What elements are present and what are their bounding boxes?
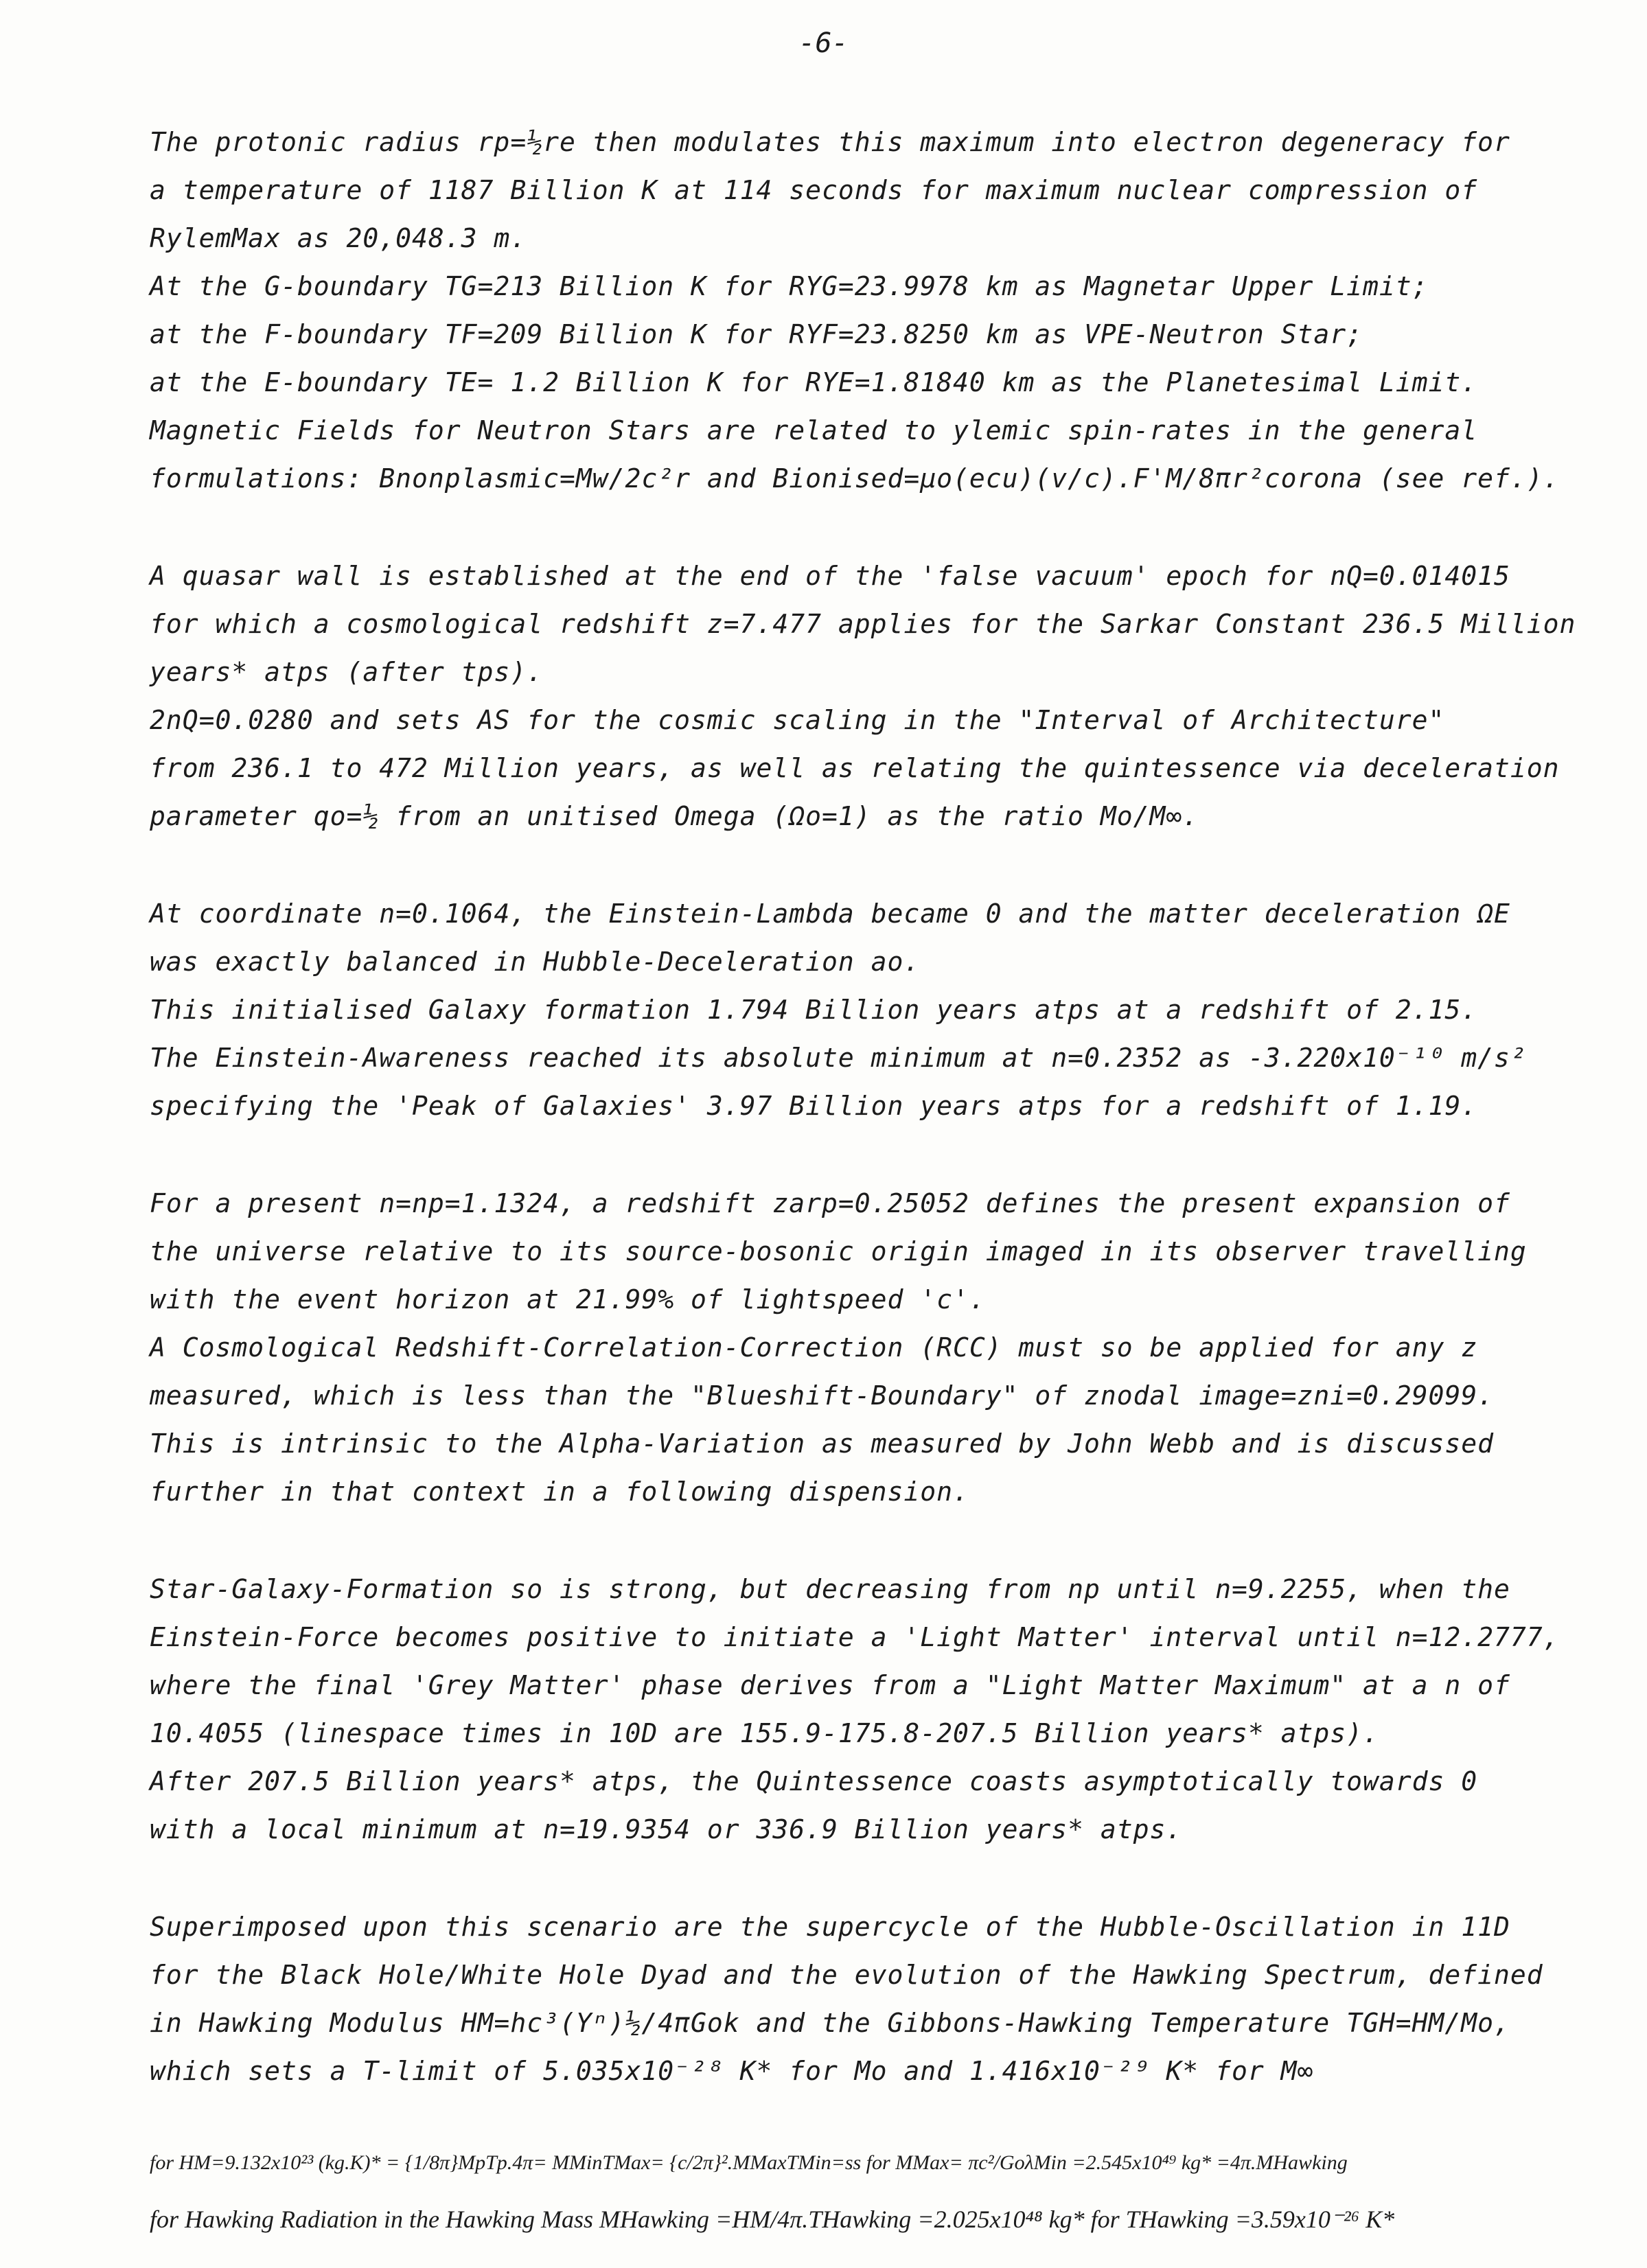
text-line: A quasar wall is established at the end of the 'false vacuum' epoch for nQ=0.014015	[150, 561, 1510, 591]
text-line: This initialised Galaxy formation 1.794 Billion years atps at a redshift of 2.15.	[150, 995, 1478, 1025]
formula-line-hawking-modulus: for HM=9.132x10²³ (kg.K)* = {1/8π}MpTp.4π= MMinTMax= {c/2π}².MMaxTMin=ss for MMax= πc²/GoλMin =2.545x10⁴⁹ kg* =4π.MHawking	[150, 2151, 1348, 2174]
text-line: The Einstein-Awareness reached its absolute minimum at n=0.2352 as -3.220x10⁻¹⁰ m/s²	[150, 1043, 1527, 1073]
text-line: where the final 'Grey Matter' phase derives from a "Light Matter Maximum" at a n of	[150, 1670, 1510, 1700]
text-line: 10.4055 (linespace times in 10D are 155.9-175.8-207.5 Billion years* atps).	[150, 1718, 1379, 1748]
text-line: A Cosmological Redshift-Correlation-Correction (RCC) must so be applied for any z	[150, 1332, 1478, 1363]
text-line: formulations: Bnonplasmic=Mw/2c²r and Bionised=μo(ecu)(v/c).F'M/8πr²corona (see ref.).	[150, 463, 1560, 494]
text-line: was exactly balanced in Hubble-Deceleration ao.	[150, 947, 921, 977]
paragraph-protonic-radius	[150, 118, 1560, 502]
text-line: parameter qo=½ from an unitised Omega (Ωo=1) as the ratio Mo/M∞.	[150, 801, 1199, 831]
footer-formulas	[150, 2135, 1626, 2247]
paragraph-star-galaxy-formation	[150, 1565, 1560, 1853]
paragraph-hubble-oscillation	[150, 1903, 1557, 2095]
text-line: The protonic radius rp=½re then modulates this maximum into electron degeneracy for	[150, 127, 1510, 157]
text-line: Star-Galaxy-Formation so is strong, but decreasing from np until n=9.2255, when the	[150, 1574, 1510, 1604]
text-line: years* atps (after tps).	[150, 657, 544, 687]
text-line: for the Black Hole/White Hole Dyad and the evolution of the Hawking Spectrum, defined	[150, 1960, 1543, 1990]
text-line: for which a cosmological redshift z=7.477 applies for the Sarkar Constant 236.5 Million	[150, 609, 1576, 639]
text-line: After 207.5 Billion years* atps, the Quintessence coasts asymptotically towards 0	[150, 1766, 1478, 1796]
text-line: with a local minimum at n=19.9354 or 336.9 Billion years* atps.	[150, 1814, 1183, 1844]
text-line: measured, which is less than the "Blueshift-Boundary" of znodal image=zni=0.29099.	[150, 1380, 1494, 1411]
text-line: At the G-boundary TG=213 Billion K for RYG=23.9978 km as Magnetar Upper Limit;	[150, 271, 1429, 301]
text-line: specifying the 'Peak of Galaxies' 3.97 Billion years atps for a redshift of 1.19.	[150, 1091, 1478, 1121]
paragraph-present-redshift	[150, 1179, 1557, 1516]
formula-line-hawking-mass: for Hawking Radiation in the Hawking Mass MHawking =HM/4π.THawking =2.025x10⁴⁸ kg* for THawking =3.59x10⁻²⁶ K*	[150, 2206, 1395, 2233]
text-line: from 236.1 to 472 Million years, as well as relating the quintessence via deceleration	[150, 753, 1560, 783]
text-line: Superimposed upon this scenario are the supercycle of the Hubble-Oscillation in 11D	[150, 1912, 1510, 1942]
text-line: At coordinate n=0.1064, the Einstein-Lambda became 0 and the matter deceleration ΩE	[150, 899, 1510, 929]
text-line: the universe relative to its source-bosonic origin imaged in its observer travelling	[150, 1236, 1527, 1266]
page-number: -6-	[798, 27, 849, 59]
text-line: which sets a T-limit of 5.035x10⁻²⁸ K* for Mo and 1.416x10⁻²⁹ K* for M∞	[150, 2056, 1314, 2086]
text-line: 2nQ=0.0280 and sets AS for the cosmic scaling in the "Interval of Architecture"	[150, 705, 1445, 735]
paragraph-einstein-lambda	[150, 890, 1557, 1130]
text-line: at the E-boundary TE= 1.2 Billion K for RYE=1.81840 km as the Planetesimal Limit.	[150, 367, 1478, 397]
text-line: at the F-boundary TF=209 Billion K for RYF=23.8250 km as VPE-Neutron Star;	[150, 319, 1363, 349]
text-line: in Hawking Modulus HM=hc³(Yⁿ)½/4πGok and the Gibbons-Hawking Temperature TGH=HM/Mo,	[150, 2008, 1510, 2038]
text-line: a temperature of 1187 Billion K at 114 seconds for maximum nuclear compression of	[150, 175, 1478, 205]
document-body	[150, 118, 1576, 2144]
text-line: Einstein-Force becomes positive to initiate a 'Light Matter' interval until n=12.2777,	[150, 1622, 1560, 1652]
text-line: Magnetic Fields for Neutron Stars are related to ylemic spin-rates in the general	[150, 415, 1478, 445]
text-line: RylemMax as 20,048.3 m.	[150, 223, 527, 253]
text-line: with the event horizon at 21.99% of lightspeed 'c'.	[150, 1284, 986, 1315]
text-line: further in that context in a following dispension.	[150, 1477, 969, 1507]
text-line: This is intrinsic to the Alpha-Variation as measured by John Webb and is discussed	[150, 1428, 1494, 1459]
paragraph-quasar-wall	[150, 552, 1576, 840]
text-line: For a present n=np=1.1324, a redshift zarp=0.25052 defines the present expansion of	[150, 1188, 1510, 1218]
